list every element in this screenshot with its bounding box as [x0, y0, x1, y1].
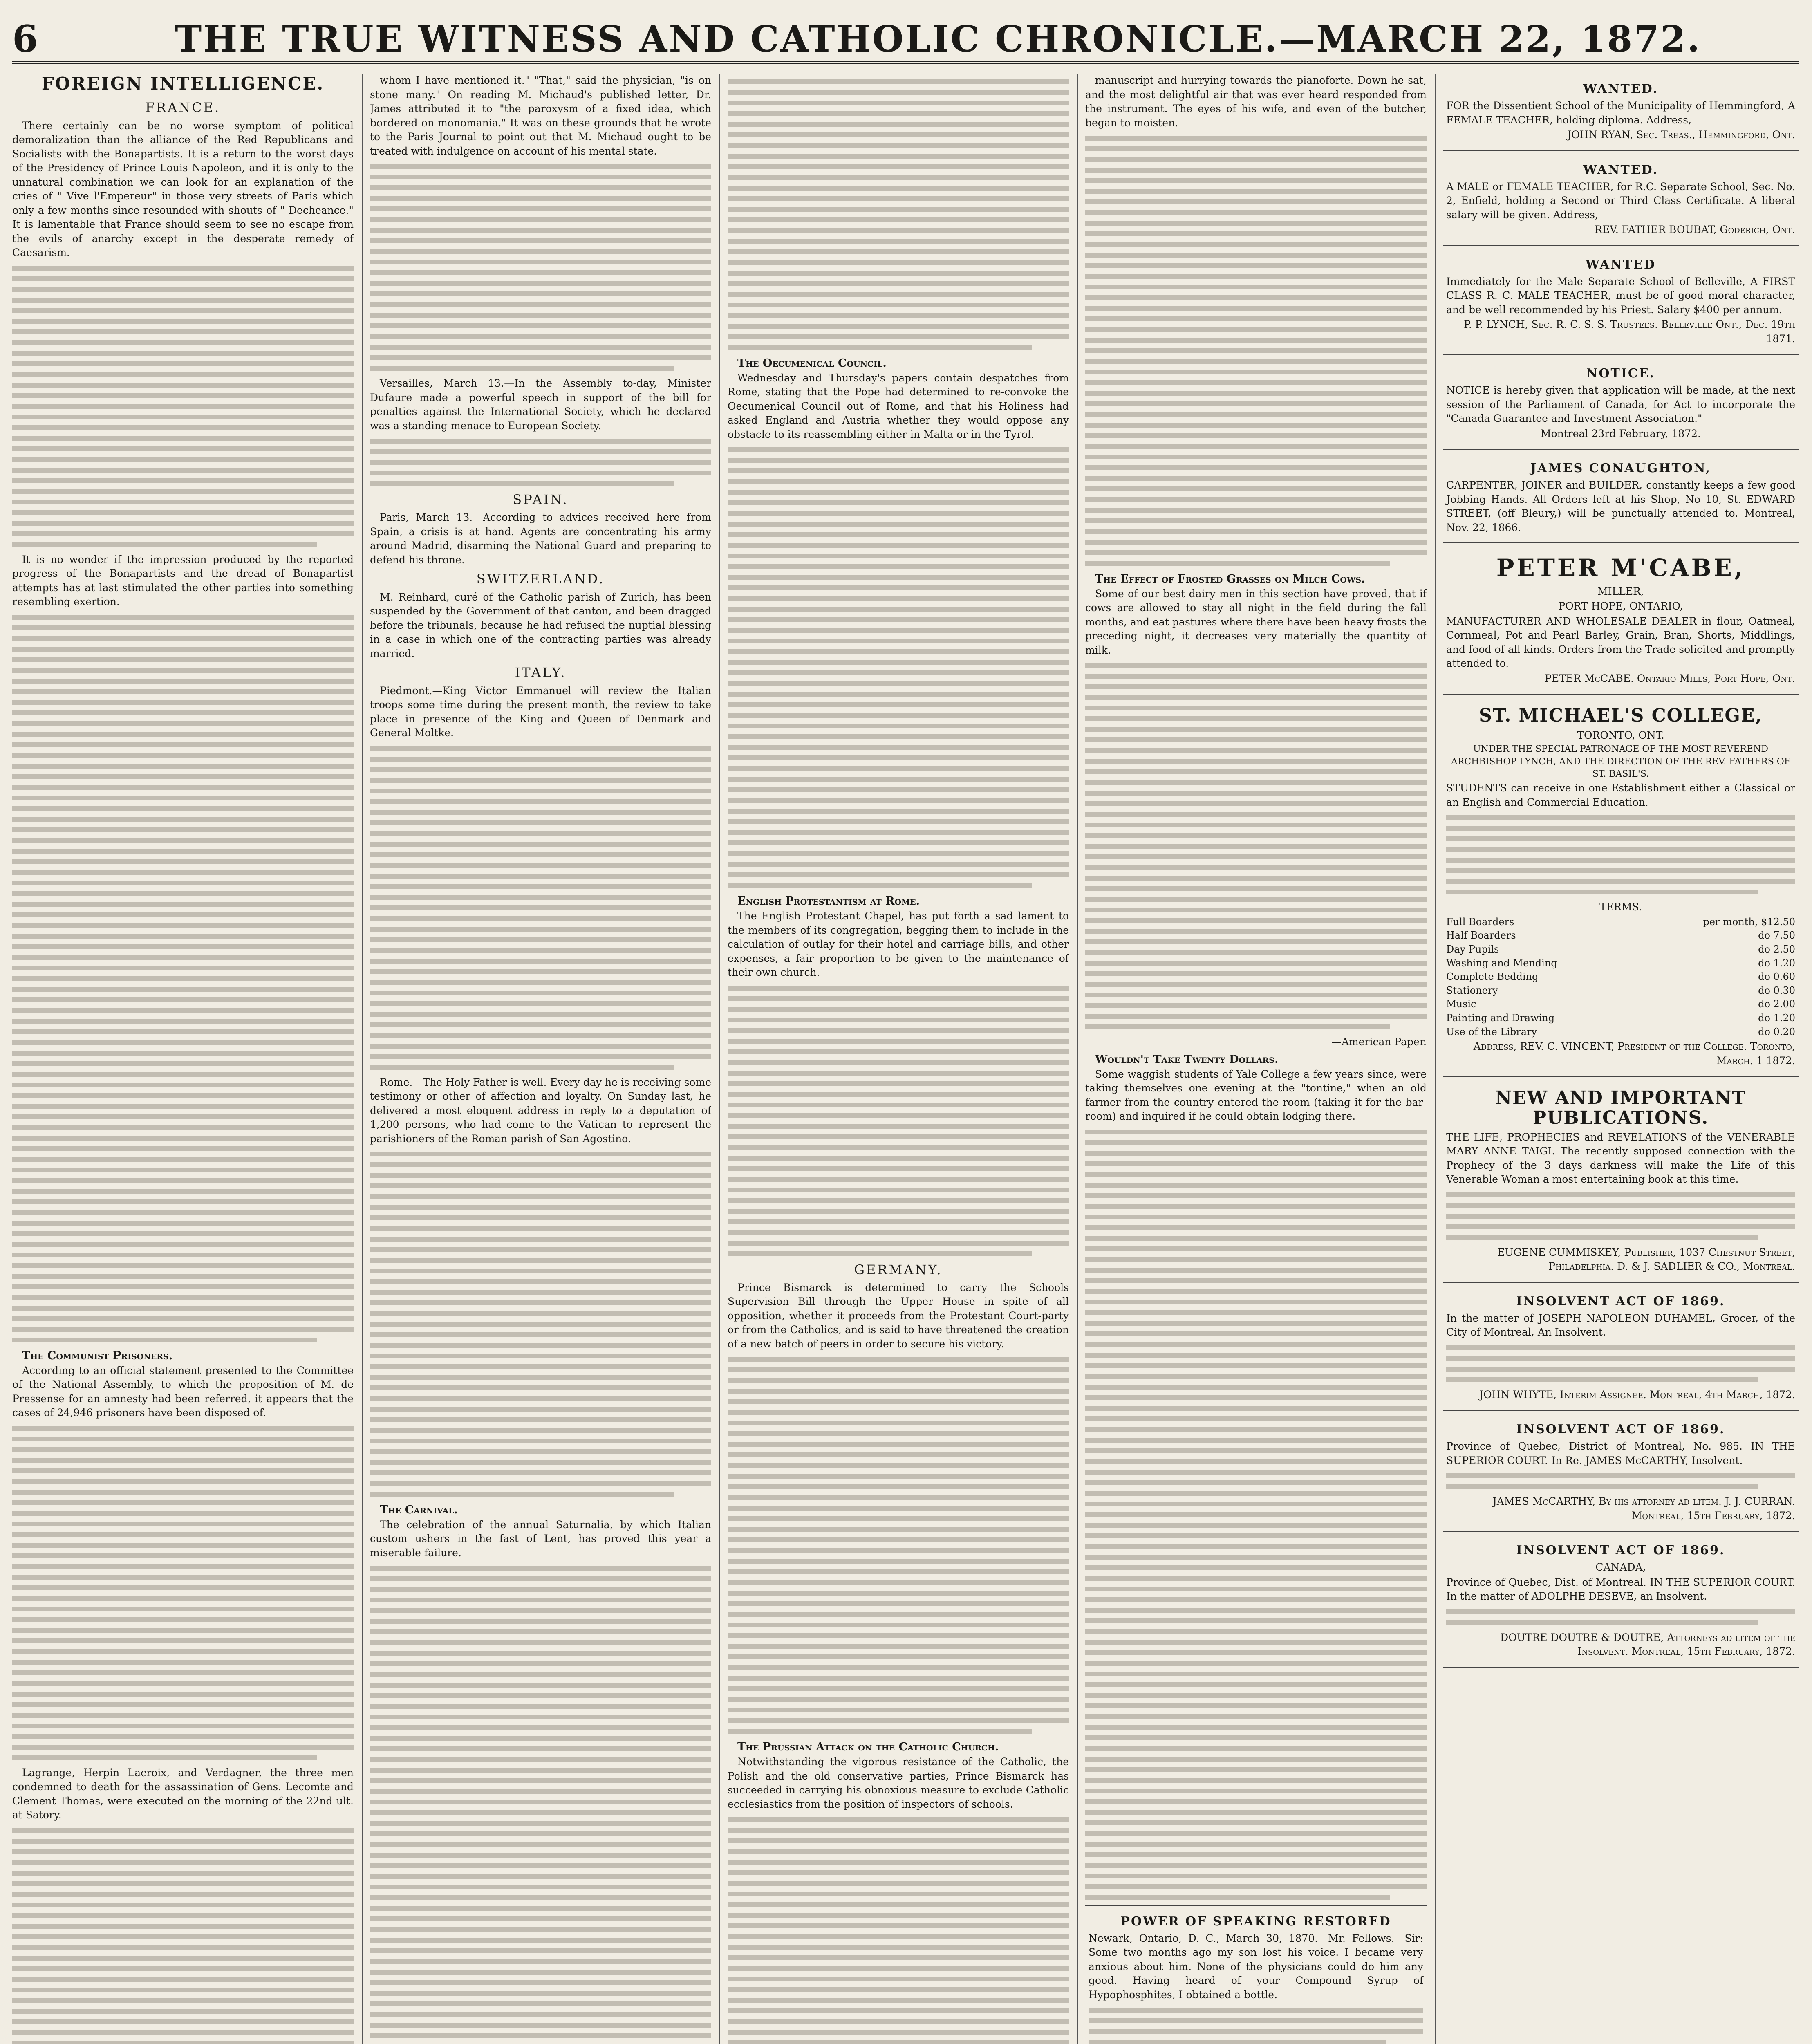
ad-subtitle: MILLER,	[1597, 585, 1644, 597]
article-text-lines	[370, 746, 711, 1070]
article-source: —American Paper.	[1331, 1036, 1427, 1048]
column-rule	[1077, 74, 1078, 2044]
advertisement	[1443, 74, 1799, 151]
advertisement	[1443, 453, 1799, 543]
article-text-lines	[370, 439, 711, 486]
terms-item: Music	[1446, 998, 1476, 1010]
terms-price: do 0.30	[1758, 984, 1795, 996]
advertisement	[1443, 1080, 1799, 1283]
ad-heading: WANTED.	[1583, 82, 1659, 96]
ad-signature: REV. FATHER BOUBAT, Goderich, Ont.	[1595, 224, 1795, 235]
item-title: The Effect of Frosted Grasses on Milch Cows.	[1095, 573, 1365, 585]
section-heading: FOREIGN INTELLIGENCE.	[41, 74, 325, 94]
article-text-lines	[1085, 663, 1427, 1029]
advertisement	[1443, 698, 1799, 1077]
ad-signature: JOHN RYAN, Sec. Treas., Hemmingford, Ont.	[1567, 129, 1795, 141]
country-heading: GERMANY.	[854, 1262, 943, 1278]
ad-name: NEW AND IMPORTANT PUBLICATIONS.	[1495, 1087, 1747, 1128]
page-number: 6	[12, 17, 38, 61]
ad-text-lines	[1446, 1345, 1795, 1382]
ad-signature: JAMES McCARTHY, By his attorney ad litem. J. J. CURRAN. Montreal, 15th February, 1872.	[1492, 1495, 1795, 1522]
article-paragraph: Some waggish students of Yale College a few years since, were taking themselves one evening at the "tontine," when an old farmer from the country entered the room (taking it for the bar-room) and inquired if he could obtain lodging there.	[1085, 1068, 1427, 1123]
ad-signature: Address, REV. C. VINCENT, President of the College. Toronto, March. 1 1872.	[1473, 1040, 1795, 1067]
article-text-lines	[12, 1426, 354, 1760]
terms-row	[1446, 943, 1795, 957]
terms-price: do 2.50	[1758, 943, 1795, 955]
ad-text: CARPENTER, JOINER and BUILDER, constantly keeps a few good Jobbing Hands. All Orders left at his Shop, No 10, St. EDWARD STREET, (off Bleury,) will be punctually attended to. Montreal, Nov. 22, 1866.	[1446, 479, 1795, 533]
item-title: English Protestantism at Rome.	[737, 895, 920, 908]
ad-place: TORONTO, ONT.	[1577, 729, 1664, 741]
ad-heading: WANTED.	[1583, 162, 1659, 177]
terms-table	[1446, 915, 1795, 1039]
terms-price: do 1.20	[1758, 957, 1795, 969]
ad-text: MANUFACTURER AND WHOLESALE DEALER in flour, Oatmeal, Cornmeal, Pot and Pearl Barley, Grain, Bran, Shorts, Middlings, and food of all kinds. Orders from the Trade solicited and promptly attended to.	[1446, 615, 1795, 670]
terms-price: do 1.20	[1758, 1012, 1795, 1024]
article-paragraph: Some of our best dairy men in this section have proved, that if cows are allowed to stay all night in the field during the fall months, and eat pastures where there have been heavy frosts the preceding night, it decreases very materially the quantity of milk.	[1085, 587, 1427, 656]
item-title: The Oecumenical Council.	[737, 357, 887, 370]
ad-signature: DOUTRE DOUTRE & DOUTRE, Attorneys ad litem of the Insolvent. Montreal, 15th February, 1872.	[1500, 1631, 1795, 1658]
article-text-lines	[12, 615, 354, 1342]
ad-patronage: UNDER THE SPECIAL PATRONAGE OF THE MOST REVEREND ARCHBISHOP LYNCH, AND THE DIRECTION OF THE REV. FATHERS OF ST. BASIL'S.	[1451, 744, 1791, 779]
ad-heading: INSOLVENT ACT OF 1869.	[1516, 1543, 1725, 1558]
advertisement	[1443, 249, 1799, 355]
column-rule	[362, 74, 363, 2044]
item-title: The Prussian Attack on the Catholic Church.	[737, 1741, 999, 1754]
item-title: The Communist Prisoners.	[22, 1349, 173, 1362]
terms-row	[1446, 970, 1795, 984]
article-text-lines	[370, 1566, 711, 2044]
ad-signature: P. P. LYNCH, Sec. R. C. S. S. Trustees. Belleville Ont., Dec. 19th 1871.	[1464, 318, 1795, 345]
advertisement	[1443, 1414, 1799, 1532]
ad-heading: WANTED	[1586, 257, 1656, 272]
advertisement	[1443, 155, 1799, 246]
terms-price: do 2.00	[1758, 998, 1795, 1010]
terms-item: Washing and Mending	[1446, 957, 1557, 969]
article-paragraph: whom I have mentioned it." "That," said the physician, "is on stone many." On reading M. Michaud's published letter, Dr. James attributed it to "the paroxysm of a fixed idea, which bordered on monomania." It was on these grounds that he wrote to the Paris Journal to point out that M. Michaud ought to be treated with indulgence on account of his mental state.	[370, 74, 711, 157]
article-paragraph: It is no wonder if the impression produced by the reported progress of the Bonapartists and the dread of Bonapartist attempts has at last stimulated the other parties into something resembling exertion.	[12, 553, 354, 608]
ad-name: PETER M'CABE,	[1496, 554, 1745, 582]
terms-row	[1446, 915, 1795, 929]
article-text-lines	[728, 1817, 1069, 2044]
advertisement	[1085, 1905, 1427, 2044]
ad-text-lines	[1446, 1473, 1795, 1489]
ad-text: Province of Quebec, Dist. of Montreal. IN THE SUPERIOR COURT. In the matter of ADOLPHE DESEVE, an Insolvent.	[1446, 1576, 1795, 1602]
terms-row	[1446, 984, 1795, 998]
terms-row	[1446, 957, 1795, 970]
country-heading: ITALY.	[515, 665, 567, 681]
advertisement	[1443, 358, 1799, 450]
column-3	[728, 74, 1069, 2044]
country-heading: FRANCE.	[145, 100, 221, 116]
terms-item: Use of the Library	[1446, 1026, 1537, 1038]
country-heading: SWITZERLAND.	[476, 571, 605, 587]
item-title: The Carnival.	[380, 1504, 458, 1517]
article-paragraph: Rome.—The Holy Father is well. Every day he is receiving some testimony or other of affection and loyalty. On Sunday last, he delivered a most eloquent address in reply to a deputation of 1,200 persons, who had come to the Vatican to represent the parishioners of the Roman parish of San Agostino.	[370, 1076, 711, 1145]
column-1	[12, 74, 354, 2044]
ad-text-lines	[1446, 1609, 1795, 1625]
article-paragraph: The English Protestant Chapel, has put forth a sad lament to the members of its congregation, begging them to include in the calculation of outlay for their hotel and carriage bills, and other expenses, a fair proportion to be given to the maintenance of their own church.	[728, 910, 1069, 979]
ad-text: NOTICE is hereby given that application will be made, at the next session of the Parliament of Canada, for Act to incorporate the "Canada Guarantee and Investment Association."	[1446, 384, 1795, 424]
ad-text: FOR the Dissentient School of the Municipality of Hemmingford, A FEMALE TEACHER, holding diploma. Address,	[1446, 100, 1795, 126]
ad-name: ST. MICHAEL'S COLLEGE,	[1479, 705, 1763, 726]
ad-text-lines	[1446, 815, 1795, 894]
column-rule	[719, 74, 720, 2044]
ad-text-lines	[1089, 2008, 1423, 2044]
article-paragraph: Prince Bismarck is determined to carry the Schools Supervision Bill through the Upper House in spite of all opposition, whether it proceeds from the Protestant Court-party or from the Catholics, and is said to have threatened the creation of a new batch of peers in order to secure his victory.	[728, 1281, 1069, 1350]
column-rule	[1435, 74, 1436, 2044]
article-paragraph: The celebration of the annual Saturnalia, by which Italian custom ushers in the fast of Lent, has proved this year a miserable failure.	[370, 1518, 711, 1559]
ad-heading: INSOLVENT ACT OF 1869.	[1516, 1294, 1725, 1309]
ad-heading: NOTICE.	[1586, 366, 1655, 381]
ad-text: A MALE or FEMALE TEACHER, for R.C. Separate School, Sec. No. 2, Enfield, holding a Second or Third Class Certificate. A liberal salary will be given. Address,	[1446, 180, 1795, 221]
terms-item: Stationery	[1446, 984, 1498, 996]
terms-price: do 0.60	[1758, 971, 1795, 983]
terms-heading: TERMS.	[1599, 901, 1642, 913]
terms-row	[1446, 929, 1795, 943]
terms-price: do 7.50	[1758, 930, 1795, 941]
article-paragraph: Wednesday and Thursday's papers contain despatches from Rome, stating that the Pope had determined to re-convoke the Oecumenical Council out of Rome, and that his Holiness had asked England and Austria whether they would oppose any obstacle to its reassembling either in Malta or in the Tyrol.	[728, 372, 1069, 440]
ad-text: THE LIFE, PROPHECIES and REVELATIONS of the VENERABLE MARY ANNE TAIGI. The recently supposed connection with the Prophecy of the 3 days darkness will make the Life of this Venerable Woman a most entertaining book at this time.	[1446, 1131, 1795, 1186]
article-text-lines	[12, 1828, 354, 2044]
ad-text: Immediately for the Male Separate School of Belleville, A FIRST CLASS R. C. MALE TEACHER, must be of good moral character, and be well recommended by his Priest. Salary $400 per annum.	[1446, 275, 1795, 316]
terms-item: Complete Bedding	[1446, 971, 1539, 983]
article-paragraph: manuscript and hurrying towards the pianoforte. Down he sat, and the most delightful air that was ever heard responded from the instrument. The eyes of his wife, and even of the butcher, began to moisten.	[1085, 74, 1427, 129]
terms-item: Day Pupils	[1446, 943, 1499, 955]
ad-heading: INSOLVENT ACT OF 1869.	[1516, 1422, 1725, 1437]
article-paragraph: There certainly can be no worse symptom of political demoralization than the alliance of the Red Republicans and Socialists with the Bonapartists. It is a return to the worst days of the Presidency of Prince Louis Napoleon, and it is only to the unnatural combination we can look for an explanation of the cries of " Vive l'Empereur" in those very streets of Paris which only a few months since resounded with shouts of " Decheance." It is lamentable that France should seem to see no escape from the evils of anarchy except in the desperate remedy of Caesarism.	[12, 119, 354, 259]
terms-item: Full Boarders	[1446, 916, 1514, 928]
ad-heading: JAMES CONAUGHTON,	[1530, 461, 1711, 475]
ad-text: Newark, Ontario, D. C., March 30, 1870.—Mr. Fellows.—Sir: Some two months ago my son lost his voice. I became very anxious about him. None of the physicians could do him any good. Having heard of your Compound Syrup of Hypophosphites, I obtained a bottle.	[1089, 1932, 1423, 2001]
ad-signature: EUGENE CUMMISKEY, Publisher, 1037 Chestnut Street, Philadelphia. D. & J. SADLIER & CO., Montreal.	[1497, 1246, 1795, 1273]
article-text-lines	[12, 266, 354, 547]
article-text-lines	[370, 1152, 711, 1497]
article-paragraph: Lagrange, Herpin Lacroix, and Verdagner, the three men condemned to death for the assassination of Gens. Lecomte and Clement Thomas, were executed on the morning of the 22nd ult. at Satory.	[12, 1766, 354, 1821]
terms-row	[1446, 1025, 1795, 1039]
article-paragraph: According to an official statement presented to the Committee of the National Assembly, to which the proposition of M. de Pressense for an amnesty had been referred, it appears that the cases of 24,946 prisoners have been disposed of.	[12, 1364, 354, 1419]
article-paragraph: Notwithstanding the vigorous resistance of the Catholic, the Polish and the old conservative parties, Prince Bismarck has succeeded in carrying his obnoxious measure to exclude Catholic ecclesiastics from the position of inspectors of schools.	[728, 1756, 1069, 1810]
terms-price: do 0.20	[1758, 1026, 1795, 1038]
column-4	[1085, 74, 1427, 2044]
article-text-lines	[1085, 136, 1427, 566]
ad-text: In the matter of JOSEPH NAPOLEON DUHAMEL, Grocer, of the City of Montreal, An Insolvent.	[1446, 1312, 1795, 1338]
advertisement	[1443, 546, 1799, 695]
terms-item: Painting and Drawing	[1446, 1012, 1555, 1024]
article-paragraph: Piedmont.—King Victor Emmanuel will review the Italian troops some time during the present month, the review to take place in presence of the King and Queen of Denmark and General Moltke.	[370, 684, 711, 739]
column-5-advertisements	[1443, 74, 1799, 2044]
ad-place: PORT HOPE, ONTARIO,	[1558, 600, 1683, 612]
country-heading: SPAIN.	[513, 492, 569, 507]
advertisement	[1443, 1286, 1799, 1411]
article-text-lines	[370, 164, 711, 371]
article-text-lines	[728, 1357, 1069, 1734]
newspaper-title: THE TRUE WITNESS AND CATHOLIC CHRONICLE.—MARCH 22, 1872.	[175, 18, 1702, 60]
masthead	[12, 16, 1799, 64]
ad-heading: POWER OF SPEAKING RESTORED	[1120, 1914, 1391, 1929]
terms-row	[1446, 1011, 1795, 1025]
ad-subtitle: CANADA,	[1595, 1561, 1646, 1573]
article-paragraph: Paris, March 13.—According to advices received here from Spain, a crisis is at hand. Agents are concentrating his army around Madrid, disarming the National Guard and preparing to defend his throne.	[370, 511, 711, 566]
item-title: Wouldn't Take Twenty Dollars.	[1095, 1053, 1279, 1066]
column-2	[370, 74, 711, 2044]
advertisement	[1443, 1535, 1799, 1668]
ad-date: Montreal 23rd February, 1872.	[1540, 427, 1701, 439]
ad-text: Province of Quebec, District of Montreal, No. 985. IN THE SUPERIOR COURT. In Re. JAMES McCARTHY, Insolvent.	[1446, 1440, 1795, 1466]
article-paragraph: Versailles, March 13.—In the Assembly to-day, Minister Dufaure made a powerful speech in support of the bill for penalties against the International Society, which he declared was a standing menace to European Society.	[370, 377, 711, 432]
terms-item: Half Boarders	[1446, 930, 1516, 941]
ad-signature: PETER McCABE. Ontario Mills, Port Hope, Ont.	[1545, 672, 1795, 684]
terms-price: per month, $12.50	[1703, 916, 1795, 928]
ad-text: STUDENTS can receive in one Establishment either a Classical or an English and Commercial Education.	[1446, 782, 1795, 808]
ad-text-lines	[1446, 1192, 1795, 1240]
article-paragraph: M. Reinhard, curé of the Catholic parish of Zurich, has been suspended by the Government of that canton, and been dragged before the tribunals, because he had refused the nuptial blessing in a case in which one of the contracting parties was already married.	[370, 591, 711, 659]
ad-signature: JOHN WHYTE, Interim Assignee. Montreal, 4th March, 1872.	[1479, 1388, 1795, 1401]
terms-row	[1446, 997, 1795, 1011]
article-text-lines	[728, 447, 1069, 888]
article-text-lines	[728, 986, 1069, 1256]
article-text-lines	[1085, 1130, 1427, 1900]
article-text-lines	[728, 79, 1069, 350]
